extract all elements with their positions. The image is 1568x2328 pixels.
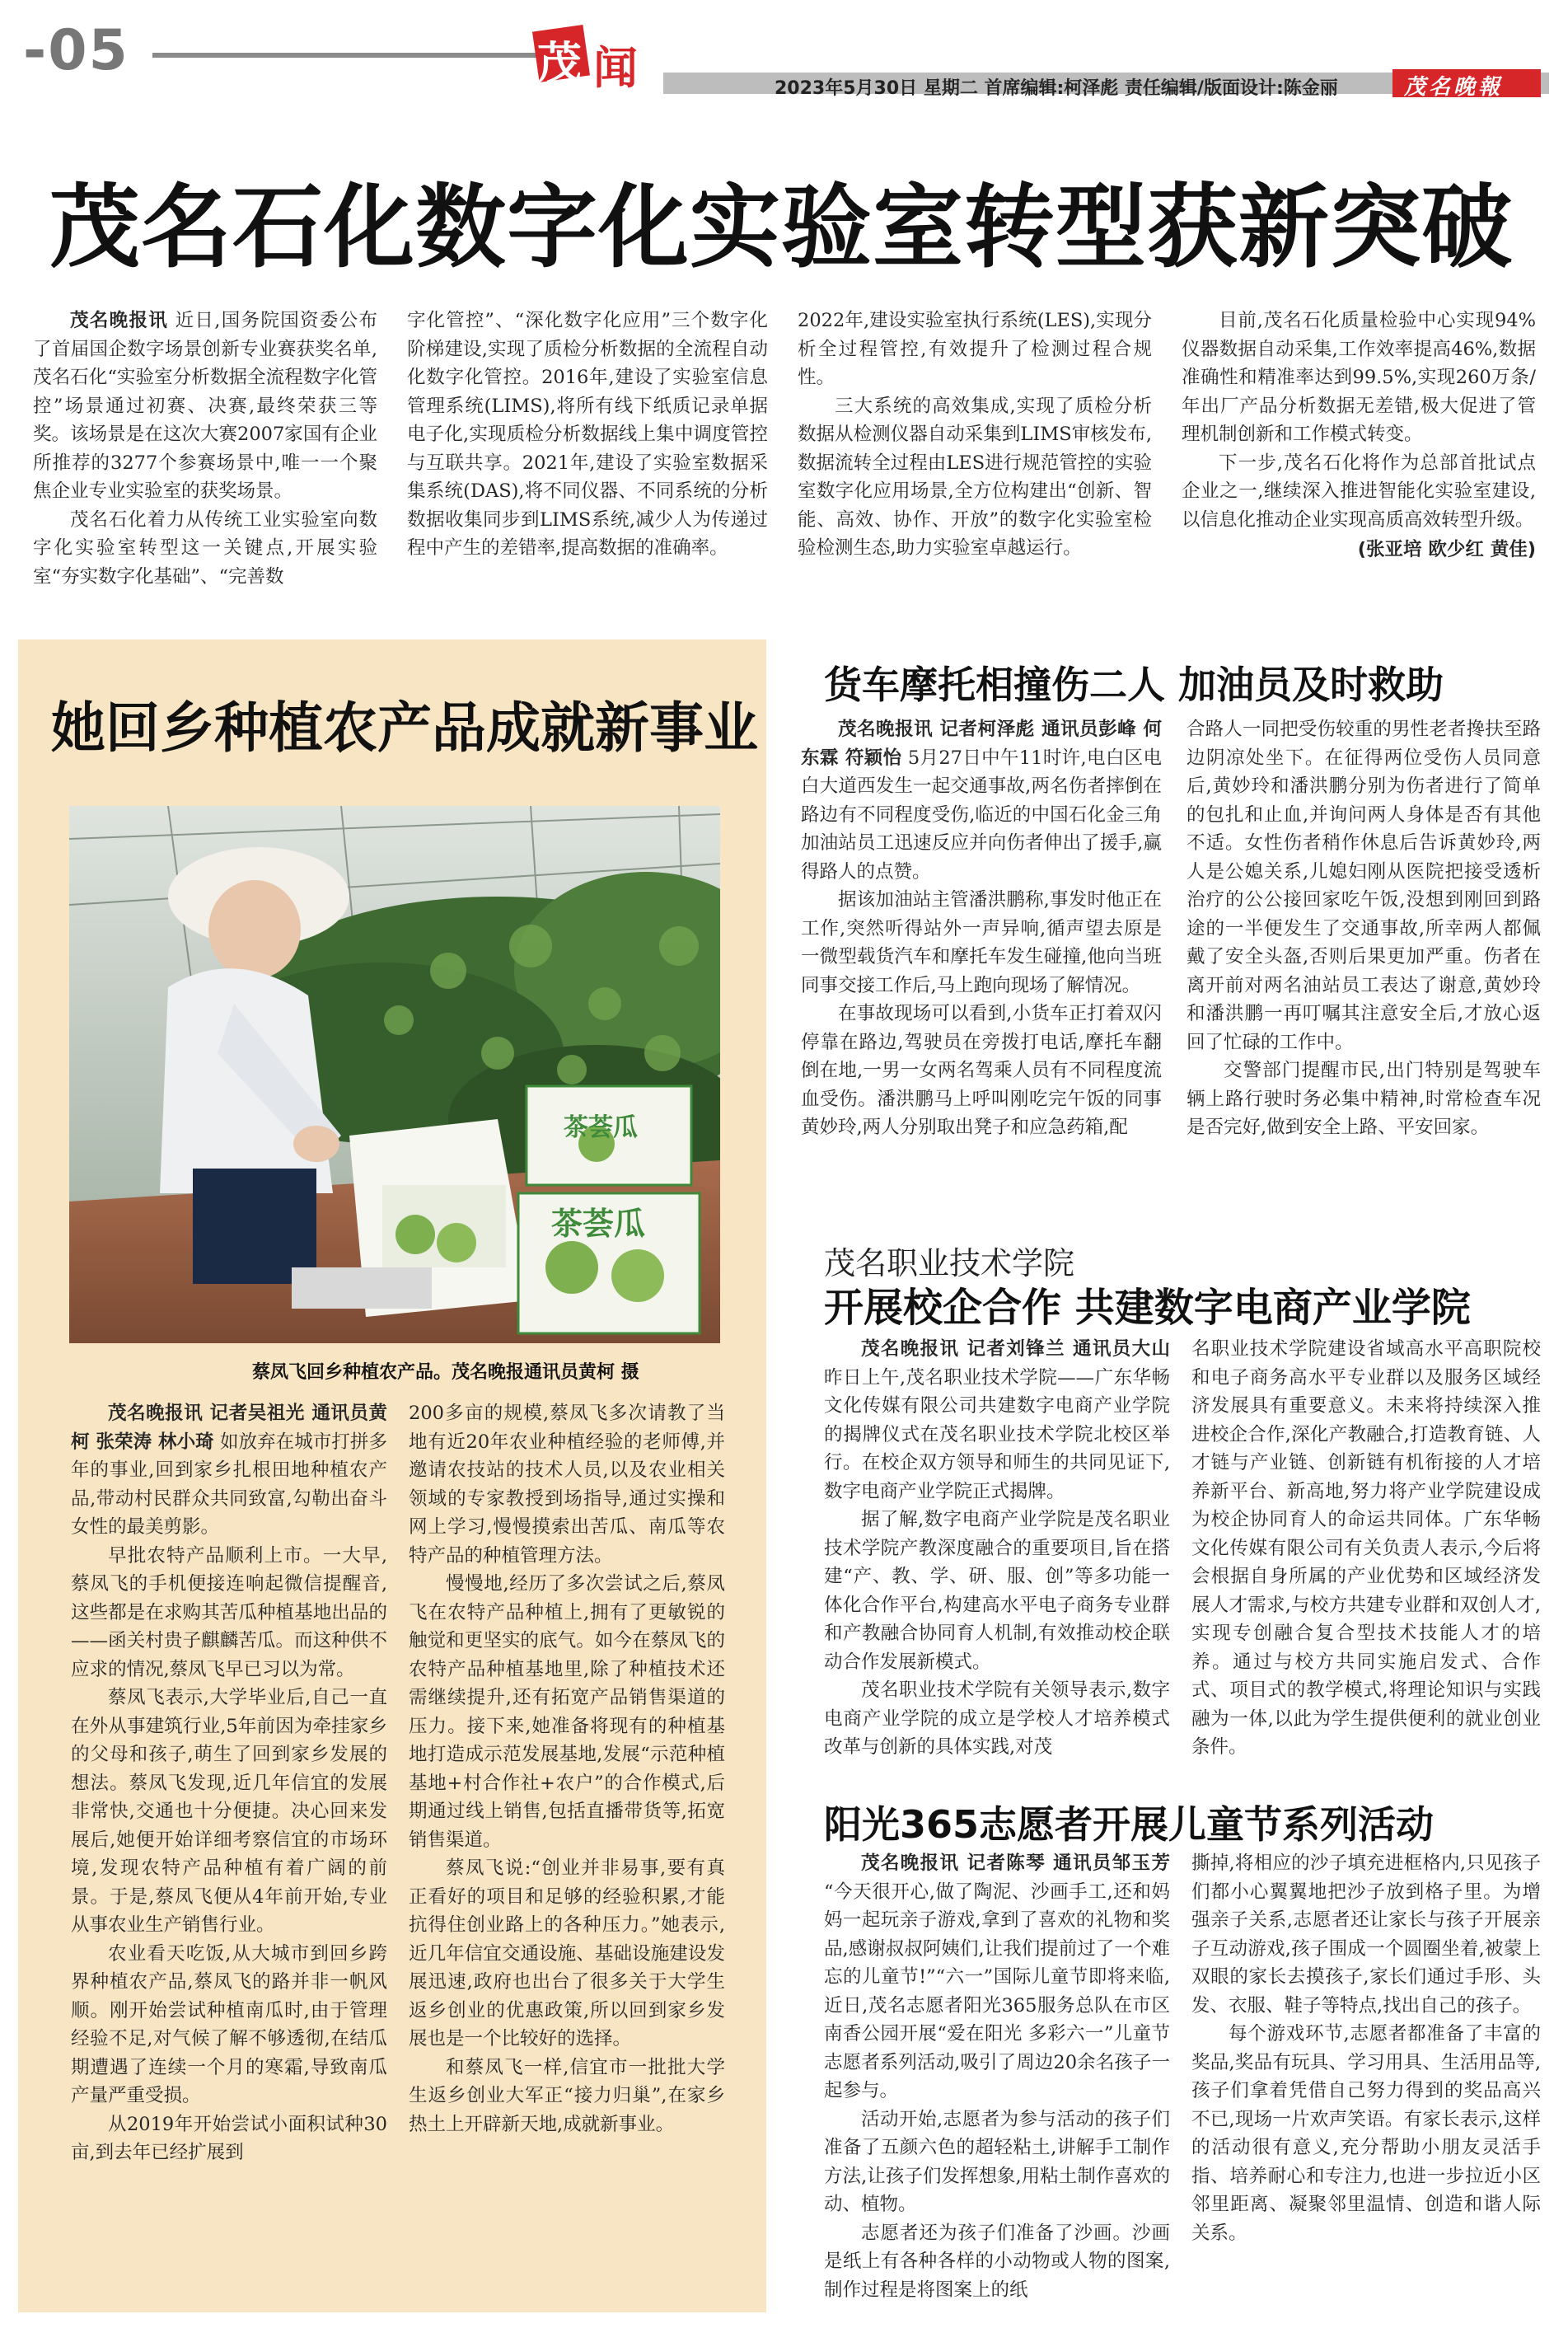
article4-para (824, 1335, 1170, 1506)
article3-para: 合路人一同把受伤较重的男性老者搀扶至路边阴凉处坐下。在征得两位受伤人员同意后,黄妙玲和潘洪鹏分别为伤者进行了简单的包扎和止血,并询问两人身体是否有其他不适。女性伤者稍作休息后告诉黄妙玲,两人是公媳关系,儿媳妇刚从医院把接受透析治疗的公公接回家吃午饭,没想到刚回到路途的一半便发生了交通事故,所幸两人都佩戴了安全头盔,否则后果更加严重。伤者在离开前对两名油站员工表达了谢意,黄妙玲和潘洪鹏一再叮嘱其注意安全后,才放心返回了忙碌的工作中。 (1187, 719, 1541, 1053)
article5-para (824, 1849, 1170, 2106)
article3-lead: 茂名晚报讯 记者柯泽彪 通讯员彭峰 何东霖 符颖怡 (801, 719, 1162, 769)
article1-para: 下一步,茂名石化将作为总部首批试点企业之一,继续深入推进智能化实验室建设,以信息化推动企业实现高质高效转型升级。 (1182, 452, 1536, 531)
masthead-rule-left (152, 53, 540, 58)
article3-col1 (801, 715, 1162, 1142)
article4-para: 名职业技术学院建设省域高水平高职院校和电子商务高水平专业群以及服务区域经济发展具有重要意义。未来将持续深入推进校企合作,深化产教融合,打造教育链、人才链与产业链、创新链有机衔接的人才培养新平台、新高地,努力将产业学院建设成为校企协同育人的命运共同体。广东华畅文化传媒有限公司有关负责人表示,今后将会根据自身所属的产业优势和区域经济发展人才需求,与校方共建专业群和双创人才,实现专创融合复合型技术技能人才的培养。通过与校方共同实施启发式、合作式、项目式的教学模式,将理论知识与实践融为一体,以此为学生提供便利的就业创业条件。 (1191, 1338, 1541, 1758)
article2-lead: 茂名晚报讯 记者吴祖光 通讯员黄柯 张荣涛 林小琦 (71, 1403, 387, 1453)
article4-col1 (824, 1335, 1170, 1762)
article3-col2 (1187, 715, 1541, 1142)
article2-col1 (71, 1399, 387, 2167)
article4-kicker: 茂名职业技术学院 (824, 1245, 1075, 1281)
article1-col3 (798, 307, 1152, 563)
article5-para: 志愿者还为孩子们准备了沙画。沙画是纸上有各种各样的小动物或人物的图案,制作过程是将图案上的纸 (824, 2222, 1170, 2301)
article5-para: 撕掉,将相应的沙子填充进框格内,只见孩子们都小心翼翼地把沙子放到格子里。为增强亲子关系,志愿者还让家长与孩子开展亲子互动游戏,孩子围成一个圆圈坐着,被蒙上双眼的家长去摸孩子,家长们通过手形、头发、衣服、鞋子等特点,找出自己的孩子。 (1191, 1853, 1541, 2017)
article3-para (801, 715, 1162, 886)
article4-para: 茂名职业技术学院有关领导表示,数字电商产业学院的成立是学校人才培养模式改革与创新的具体实践,对茂 (824, 1679, 1170, 1758)
article2-para: 慢慢地,经历了多次尝试之后,蔡凤飞在农特产品种植上,拥有了更敏锐的触觉和更坚实的底气。如今在蔡凤飞的农特产品种植基地里,除了种植技术还需继续提升,还有拓宽产品销售渠道的压力。接下来,她准备将现有的种植基地打造成示范发展基地,发展“示范种植基地+村合作社+农户”的合作模式,后期通过线上销售,包括直播带货等,拓宽销售渠道。 (409, 1573, 725, 1851)
article4-text: 昨日上午,茂名职业技术学院——广东华畅文化传媒有限公司共建数字电商产业学院的揭牌仪式在茂名职业技术学院北校区举行。在校企双方领导和师生的共同见证下,数字电商产业学院正式揭牌。 (824, 1366, 1170, 1502)
article4-headline: 开展校企合作 共建数字电商产业学院 (824, 1285, 1471, 1331)
article4-lead: 茂名晚报讯 记者刘锋兰 通讯员大山 (861, 1338, 1170, 1360)
article1-text: 近日,国务院国资委公布了首届国企数字场景创新专业赛获奖名单,茂名石化“实验室分析数据全流程数字化管控”场景通过初赛、决赛,最终荣获三等奖。该场景是在这次大赛2007家国有企业所推荐的3277个参赛场景中,唯一一个聚焦企业专业实验室的获奖场景。 (33, 310, 377, 502)
article2-col2 (409, 1399, 725, 2138)
article2-para (71, 1399, 387, 1542)
article5-col2 (1191, 1849, 1541, 2247)
article1-para: 三大系统的高效集成,实现了质检分析数据从检测仪器自动采集到LIMS审核发布,数据流转全过程由LES进行规范管控的实验室数字化应用场景,全方位构建出“创新、智能、高效、协作、开放”的数字化实验室检验检测生态,助力实验室卓越运行。 (798, 395, 1152, 559)
article5-headline: 阳光365志愿者开展儿童节系列活动 (824, 1802, 1435, 1847)
article2-text: 如放弃在城市打拼多年的事业,回到家乡扎根田地种植农产品,带动村民群众共同致富,勾勒出奋斗女性的最美剪影。 (71, 1431, 387, 1538)
farm-photo (69, 806, 720, 1343)
article1-para: 茂名石化着力从传统工业实验室向数字化实验室转型这一关键点,开展实验室“夯实数字化基础”、“完善数 (33, 508, 377, 588)
article2-para: 蔡凤飞表示,大学毕业后,自己一直在外从事建筑行业,5年前因为牵挂家乡的父母和孩子,萌生了回到家乡发展的想法。蔡凤飞发现,近几年信宜的发展非常快,交通也十分便捷。决心回来发展后,她便开始详细考察信宜的市场环境,发现农特产品种植有着广阔的前景。于是,蔡凤飞便从4年前开始,专业从事农业生产销售行业。 (71, 1687, 387, 1936)
newspaper-logo (1392, 69, 1541, 100)
article1-headline: 茂名石化数字化实验室转型获新突破 (49, 175, 1513, 280)
box-brand-2: 茶荟瓜 (551, 1206, 646, 1242)
photo-caption: 蔡凤飞回乡种植农产品。茂名晚报通讯员黄柯 摄 (252, 1362, 639, 1383)
farm-photo-svg (69, 806, 720, 1343)
article1-byline: (张亚培 欧少红 黄佳) (1357, 539, 1536, 560)
article3-headline: 货车摩托相撞伤二人 加油员及时救助 (824, 663, 1444, 707)
article2-para: 蔡凤飞说:“创业并非易事,要有真正看好的项目和足够的经验积累,才能抗得住创业路上的各种压力。”她表示,近几年信宜交通设施、基础设施建设发展迅速,政府也出台了很多关于大学生返乡创业的优惠政策,所以回到家乡发展也是一个比较好的选择。 (409, 1857, 725, 2049)
article2-para: 农业看天吃饭,从大城市到回乡跨界种植农产品,蔡凤飞的路并非一帆风顺。刚开始尝试种植南瓜时,由于管理经验不足,对气候了解不够透彻,在结瓜期遭遇了连续一个月的寒霜,导致南瓜产量严重受损。 (71, 1942, 387, 2106)
article1-col1 (33, 307, 377, 591)
article1-para: 2022年,建设实验室执行系统(LES),实现分析全过程管控,有效提升了检测过程合规性。 (798, 310, 1152, 388)
article2-para: 和蔡凤飞一样,信宜市一批批大学生返乡创业大军正“接力归巢”,在家乡热土上开辟新天地,成就新事业。 (409, 2056, 725, 2135)
article5-para: 活动开始,志愿者为参与活动的孩子们准备了五颜六色的超轻粘土,讲解手工制作方法,让孩子们发挥想象,用粘土制作喜欢的动、植物。 (824, 2108, 1170, 2215)
article5-col1 (824, 1849, 1170, 2304)
article2-para: 从2019年开始尝试小面积试种30亩,到去年已经扩展到 (71, 2113, 387, 2163)
section-char-2: 闻 (593, 42, 638, 94)
box-brand-1: 茶荟瓜 (564, 1113, 638, 1142)
article1-col4 (1182, 307, 1536, 564)
article2-headline: 她回乡种植农产品成就新事业 (51, 696, 758, 760)
article2-para: 早批农特产品顺利上市。一大早,蔡凤飞的手机便接连响起微信提醒音,这些都是在求购其苦瓜种植基地出品的——函关村贵子麒麟苦瓜。而这种供不应求的情况,蔡凤飞早已习以为常。 (71, 1544, 387, 1680)
article4-para: 据了解,数字电商产业学院是茂名职业技术学院产教深度融合的重要项目,旨在搭建“产、教、学、研、服、创”等多功能一体化合作平台,构建高水平电子商务专业群和产教融合协同育人机制,有效推动校企联动合作发展新模式。 (824, 1509, 1170, 1673)
article1-lead: 茂名晚报讯 (70, 310, 169, 331)
article3-para: 在事故现场可以看到,小货车正打着双闪停靠在路边,驾驶员在旁拨打电话,摩托车翻倒在地,一男一女两名驾乘人员有不同程度流血受伤。潘洪鹏马上呼叫刚吃完午饭的同事黄妙玲,两人分别取出凳子和应急药箱,配 (801, 1003, 1162, 1138)
article4-col2 (1191, 1335, 1541, 1762)
article5-text: “今天很开心,做了陶泥、沙画手工,还和妈妈一起玩亲子游戏,拿到了喜欢的礼物和奖品,感谢叔叔阿姨们,让我们提前过了一个难忘的儿童节!”“六一”国际儿童节即将来临,近日,茂名志愿者阳光365服务总队在市区南香公园开展“爱在阳光 多彩六一”儿童节志愿者系列活动,吸引了周边20余名孩子一起参与。 (824, 1881, 1170, 2101)
article3-text: 5月27日中午11时许,电白区电白大道西发生一起交通事故,两名伤者摔倒在路边有不同程度受伤,临近的中国石化金三角加油站员工迅速反应并向伤者伸出了援手,赢得路人的点赞。 (801, 747, 1163, 883)
article3-para: 交警部门提醒市民,出门特别是驾驶车辆上路行驶时务必集中精神,时常检查车况是否完好,做到安全上路、平安回家。 (1187, 1060, 1541, 1138)
article5-para: 每个游戏环节,志愿者都准备了丰富的奖品,奖品有玩具、学习用具、生活用品等,孩子们拿着凭借自己努力得到的奖品高兴不已,现场一片欢声笑语。有家长表示,这样的活动很有意义,充分帮助小朋友灵活手指、培养耐心和专注力,也进一步拉近小区邻里距离、凝聚邻里温情、创造和谐人际关系。 (1191, 2023, 1541, 2244)
article1-col2 (407, 307, 768, 563)
newspaper-name: 茂名晚報 (1404, 75, 1504, 100)
date-info: 2023年5月30日 星期二 首席编辑:柯泽彪 责任编辑/版面设计:陈金丽 (775, 78, 1338, 99)
page-number: -05 (23, 18, 129, 83)
article3-para: 据该加油站主管潘洪鹏称,事发时他正在工作,突然听得站外一声异响,循声望去原是一微型载货汽车和摩托车发生碰撞,他向当班同事交接工作后,马上跑向现场了解情况。 (801, 889, 1162, 996)
article1-para: 目前,茂名石化质量检验中心实现94%仪器数据自动采集,工作效率提高46%,数据准确性和精准率达到99.5%,实现260万条/年出厂产品分析数据无差错,极大促进了管理机制创新和工作模式转变。 (1182, 310, 1536, 445)
section-char-1: 茂 (537, 37, 582, 89)
article1-para: 字化管控”、“深化数字化应用”三个数字化阶梯建设,实现了质检分析数据的全流程自动化数字化管控。2016年,建设了实验室信息管理系统(LIMS),将所有线下纸质记录单据电子化,实现质检分析数据线上集中调度管控与互联共享。2021年,建设了实验室数据采集系统(DAS),将不同仪器、不同系统的分析数据收集同步到LIMS系统,减少人为传递过程中产生的差错率,提高数据的准确率。 (407, 310, 768, 559)
article5-lead: 茂名晚报讯 记者陈琴 通讯员邹玉芳 (861, 1853, 1170, 1874)
section-logo (527, 23, 659, 94)
article1-para (33, 307, 377, 506)
article2-para: 200多亩的规模,蔡凤飞多次请教了当地有近20年农业种植经验的老师傅,并邀请农技站的技术人员,以及农业相关领域的专家教授到场指导,通过实操和网上学习,慢慢摸索出苦瓜、南瓜等农特产品的种植管理方法。 (409, 1403, 725, 1567)
